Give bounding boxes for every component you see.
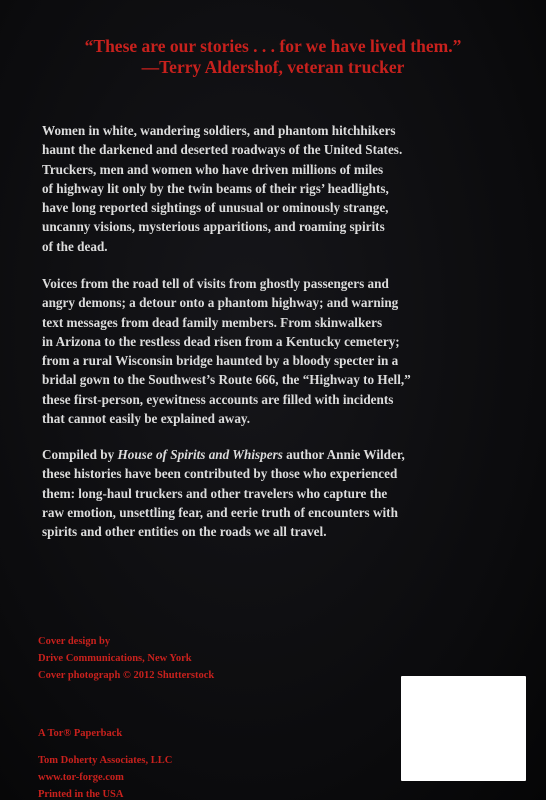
pull-quote (0, 36, 546, 78)
cover-photo-credit: Cover photograph © 2012 Shutterstock (38, 670, 215, 681)
description-paragraph-2 (42, 274, 522, 428)
publisher-info (38, 725, 172, 800)
publisher-website: www.tor-forge.com (38, 772, 124, 783)
barcode-area (401, 676, 526, 781)
text-line (42, 445, 522, 464)
text-suffix: author Annie Wilder, (282, 447, 405, 462)
description-paragraph-3 (42, 445, 522, 541)
text-line: that cannot easily be explained away. (42, 411, 251, 427)
cover-credits (38, 633, 214, 684)
text-line: from a rural Wisconsin bridge haunted by a bloody specter in a (42, 353, 399, 369)
quote-text: “These are our stories . . . for we have lived them.” (84, 36, 462, 56)
book-title-italic: House of Spirits and Whispers (117, 447, 283, 462)
text-line: spirits and other entities on the roads we all travel. (42, 524, 327, 540)
text-line: haunt the darkened and deserted roadways of the United States. (42, 142, 403, 158)
text-line: in Arizona to the restless dead risen from a Kentucky cemetery; (42, 333, 400, 349)
text-line: these first-person, eyewitness accounts are filled with incidents (42, 391, 394, 407)
text-line: these histories have been contributed by those who experienced (42, 466, 398, 482)
text-prefix: Compiled by (42, 447, 118, 462)
quote-attribution: —Terry Aldershof, veteran trucker (141, 57, 405, 77)
text-line: of highway lit only by the twin beams of their rigs’ headlights, (42, 180, 389, 196)
text-line: text messages from dead family members. From skinwalkers (42, 314, 383, 330)
text-line: raw emotion, unsettling fear, and eerie truth of encounters with (42, 504, 398, 520)
cover-design-credit: Drive Communications, New York (38, 653, 192, 664)
cover-design-label: Cover design by (38, 636, 111, 647)
text-line: Voices from the road tell of visits from ghostly passengers and (42, 276, 389, 291)
text-line: bridal gown to the Southwest’s Route 666, the “Highway to Hell,” (42, 372, 411, 388)
description-paragraph-1 (42, 121, 522, 256)
text-line: them: long-haul truckers and other travelers who capture the (42, 485, 388, 501)
text-line: angry demons; a detour onto a phantom highway; and warning (42, 295, 399, 311)
publisher-name: Tom Doherty Associates, LLC (38, 755, 173, 766)
text-line: Women in white, wandering soldiers, and phantom hitchhikers (42, 123, 396, 138)
printed-in: Printed in the USA (38, 789, 124, 800)
text-line: of the dead. (42, 238, 108, 254)
text-line: have long reported sightings of unusual or ominously strange, (42, 200, 389, 216)
text-line: Truckers, men and women who have driven millions of miles (42, 161, 384, 177)
text-line: uncanny visions, mysterious apparitions, and roaming spirits (42, 219, 385, 235)
imprint-line: A Tor® Paperback (38, 728, 123, 739)
